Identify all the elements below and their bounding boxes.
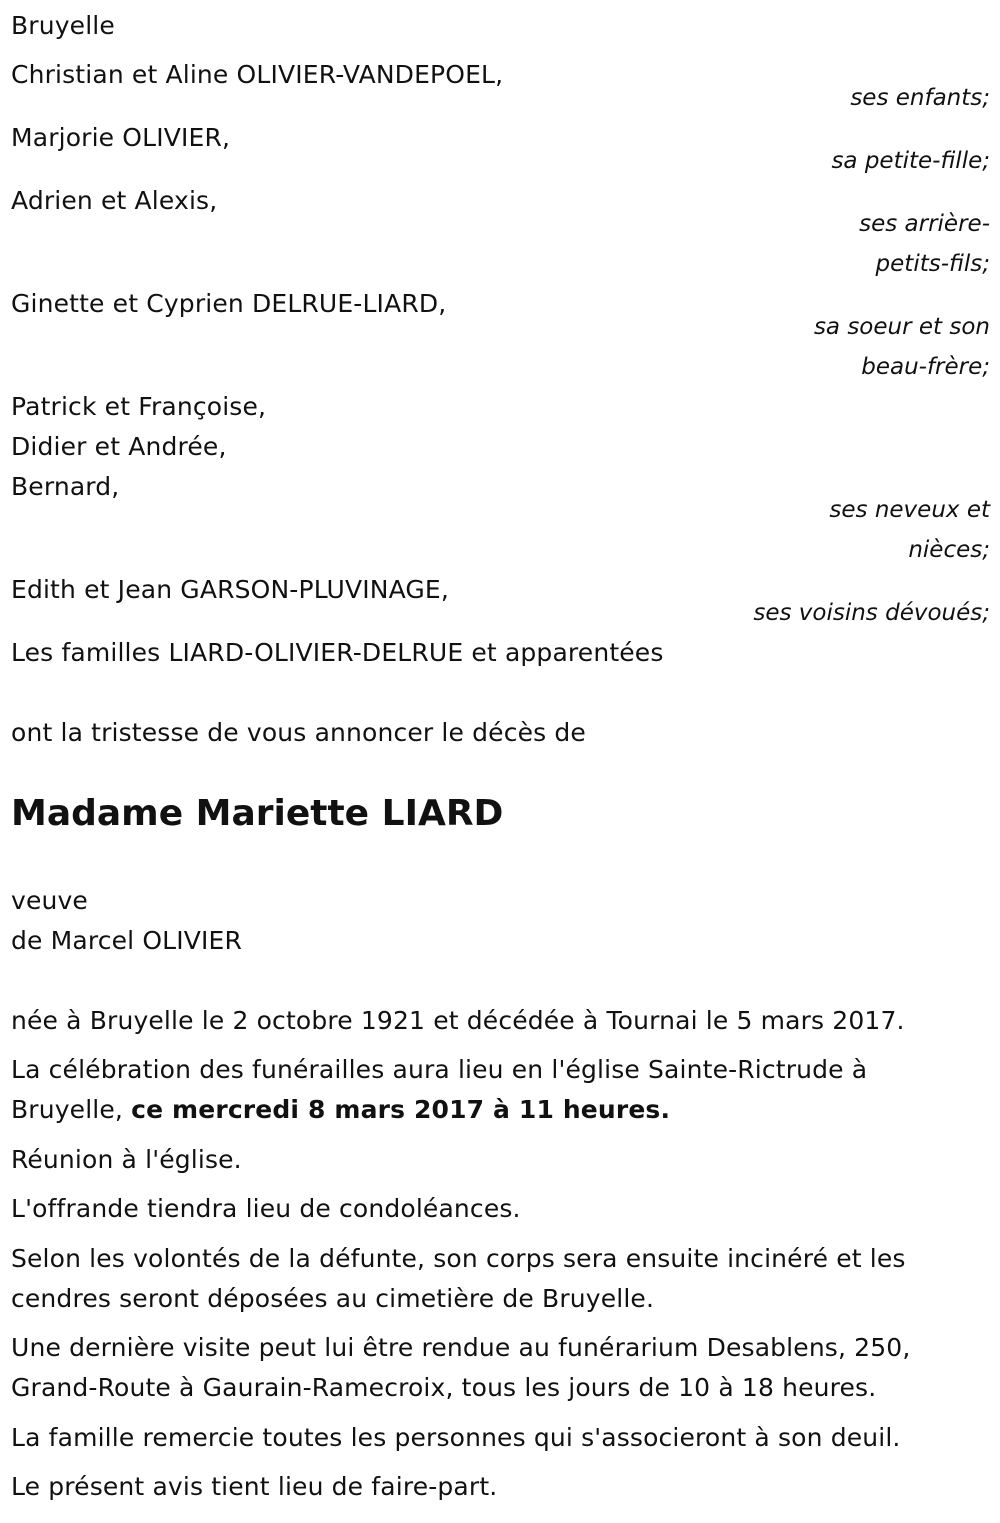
relation-children: ses enfants; <box>850 85 990 111</box>
cremation-line2: cendres seront déposées au cimetière de Bruyelle. <box>11 1284 655 1313</box>
family-names-nephews-line1: Patrick et Françoise, <box>11 392 267 421</box>
cremation-line1: Selon les volontés de la défunte, son corps sera ensuite incinéré et les <box>11 1244 906 1273</box>
relation-nephews-line1: ses neveux et <box>829 497 990 523</box>
family-names-children: Christian et Aline OLIVIER-VANDEPOEL, <box>11 60 504 89</box>
visit-line2: Grand-Route à Gaurain-Ramecroix, tous les jours de 10 à 18 heures. <box>11 1373 877 1402</box>
relation-nephews-line2: nièces; <box>908 537 990 563</box>
relation-neighbours: ses voisins dévoués; <box>753 600 990 626</box>
place-heading: Bruyelle <box>11 11 115 40</box>
relation-great-grandsons-line1: ses arrière- <box>859 211 990 237</box>
relation-sister-line1: sa soeur et son <box>813 314 990 340</box>
ceremony-line1: La célébration des funérailles aura lieu en l'église Sainte-Rictrude à <box>11 1055 868 1084</box>
notice-text: Le présent avis tient lieu de faire-part. <box>11 1472 498 1501</box>
families-line: Les familles LIARD-OLIVIER-DELRUE et apparentées <box>11 638 664 667</box>
widow-line1: veuve <box>11 886 88 915</box>
birth-death-text: née à Bruyelle le 2 octobre 1921 et décédée à Tournai le 5 mars 2017. <box>11 1006 905 1035</box>
deceased-name: Madame Mariette LIARD <box>11 793 504 834</box>
family-names-great-grandsons: Adrien et Alexis, <box>11 186 218 215</box>
offering-text: L'offrande tiendra lieu de condoléances. <box>11 1194 521 1223</box>
family-names-neighbours: Edith et Jean GARSON-PLUVINAGE, <box>11 575 449 604</box>
ceremony-date-time: ce mercredi 8 mars 2017 à 11 heures. <box>131 1095 671 1124</box>
relation-great-grandsons-line2: petits-fils; <box>875 251 990 277</box>
announcement-text: ont la tristesse de vous annoncer le décès de <box>11 718 586 747</box>
visit-line1: Une dernière visite peut lui être rendue au funérarium Desablens, 250, <box>11 1333 911 1362</box>
ceremony-place: Bruyelle, <box>11 1095 132 1124</box>
relation-sister-line2: beau-frère; <box>861 354 990 380</box>
family-names-nephews-line2: Didier et Andrée, <box>11 432 227 461</box>
thanks-text: La famille remercie toutes les personnes qui s'associeront à son deuil. <box>11 1423 901 1452</box>
widow-line2: de Marcel OLIVIER <box>11 926 243 955</box>
relation-granddaughter: sa petite-fille; <box>831 148 990 174</box>
family-names-nephews-line3: Bernard, <box>11 472 120 501</box>
ceremony-line2 <box>11 1095 670 1125</box>
family-names-sister: Ginette et Cyprien DELRUE-LIARD, <box>11 289 447 318</box>
meeting-text: Réunion à l'église. <box>11 1145 242 1174</box>
family-names-granddaughter: Marjorie OLIVIER, <box>11 123 231 152</box>
